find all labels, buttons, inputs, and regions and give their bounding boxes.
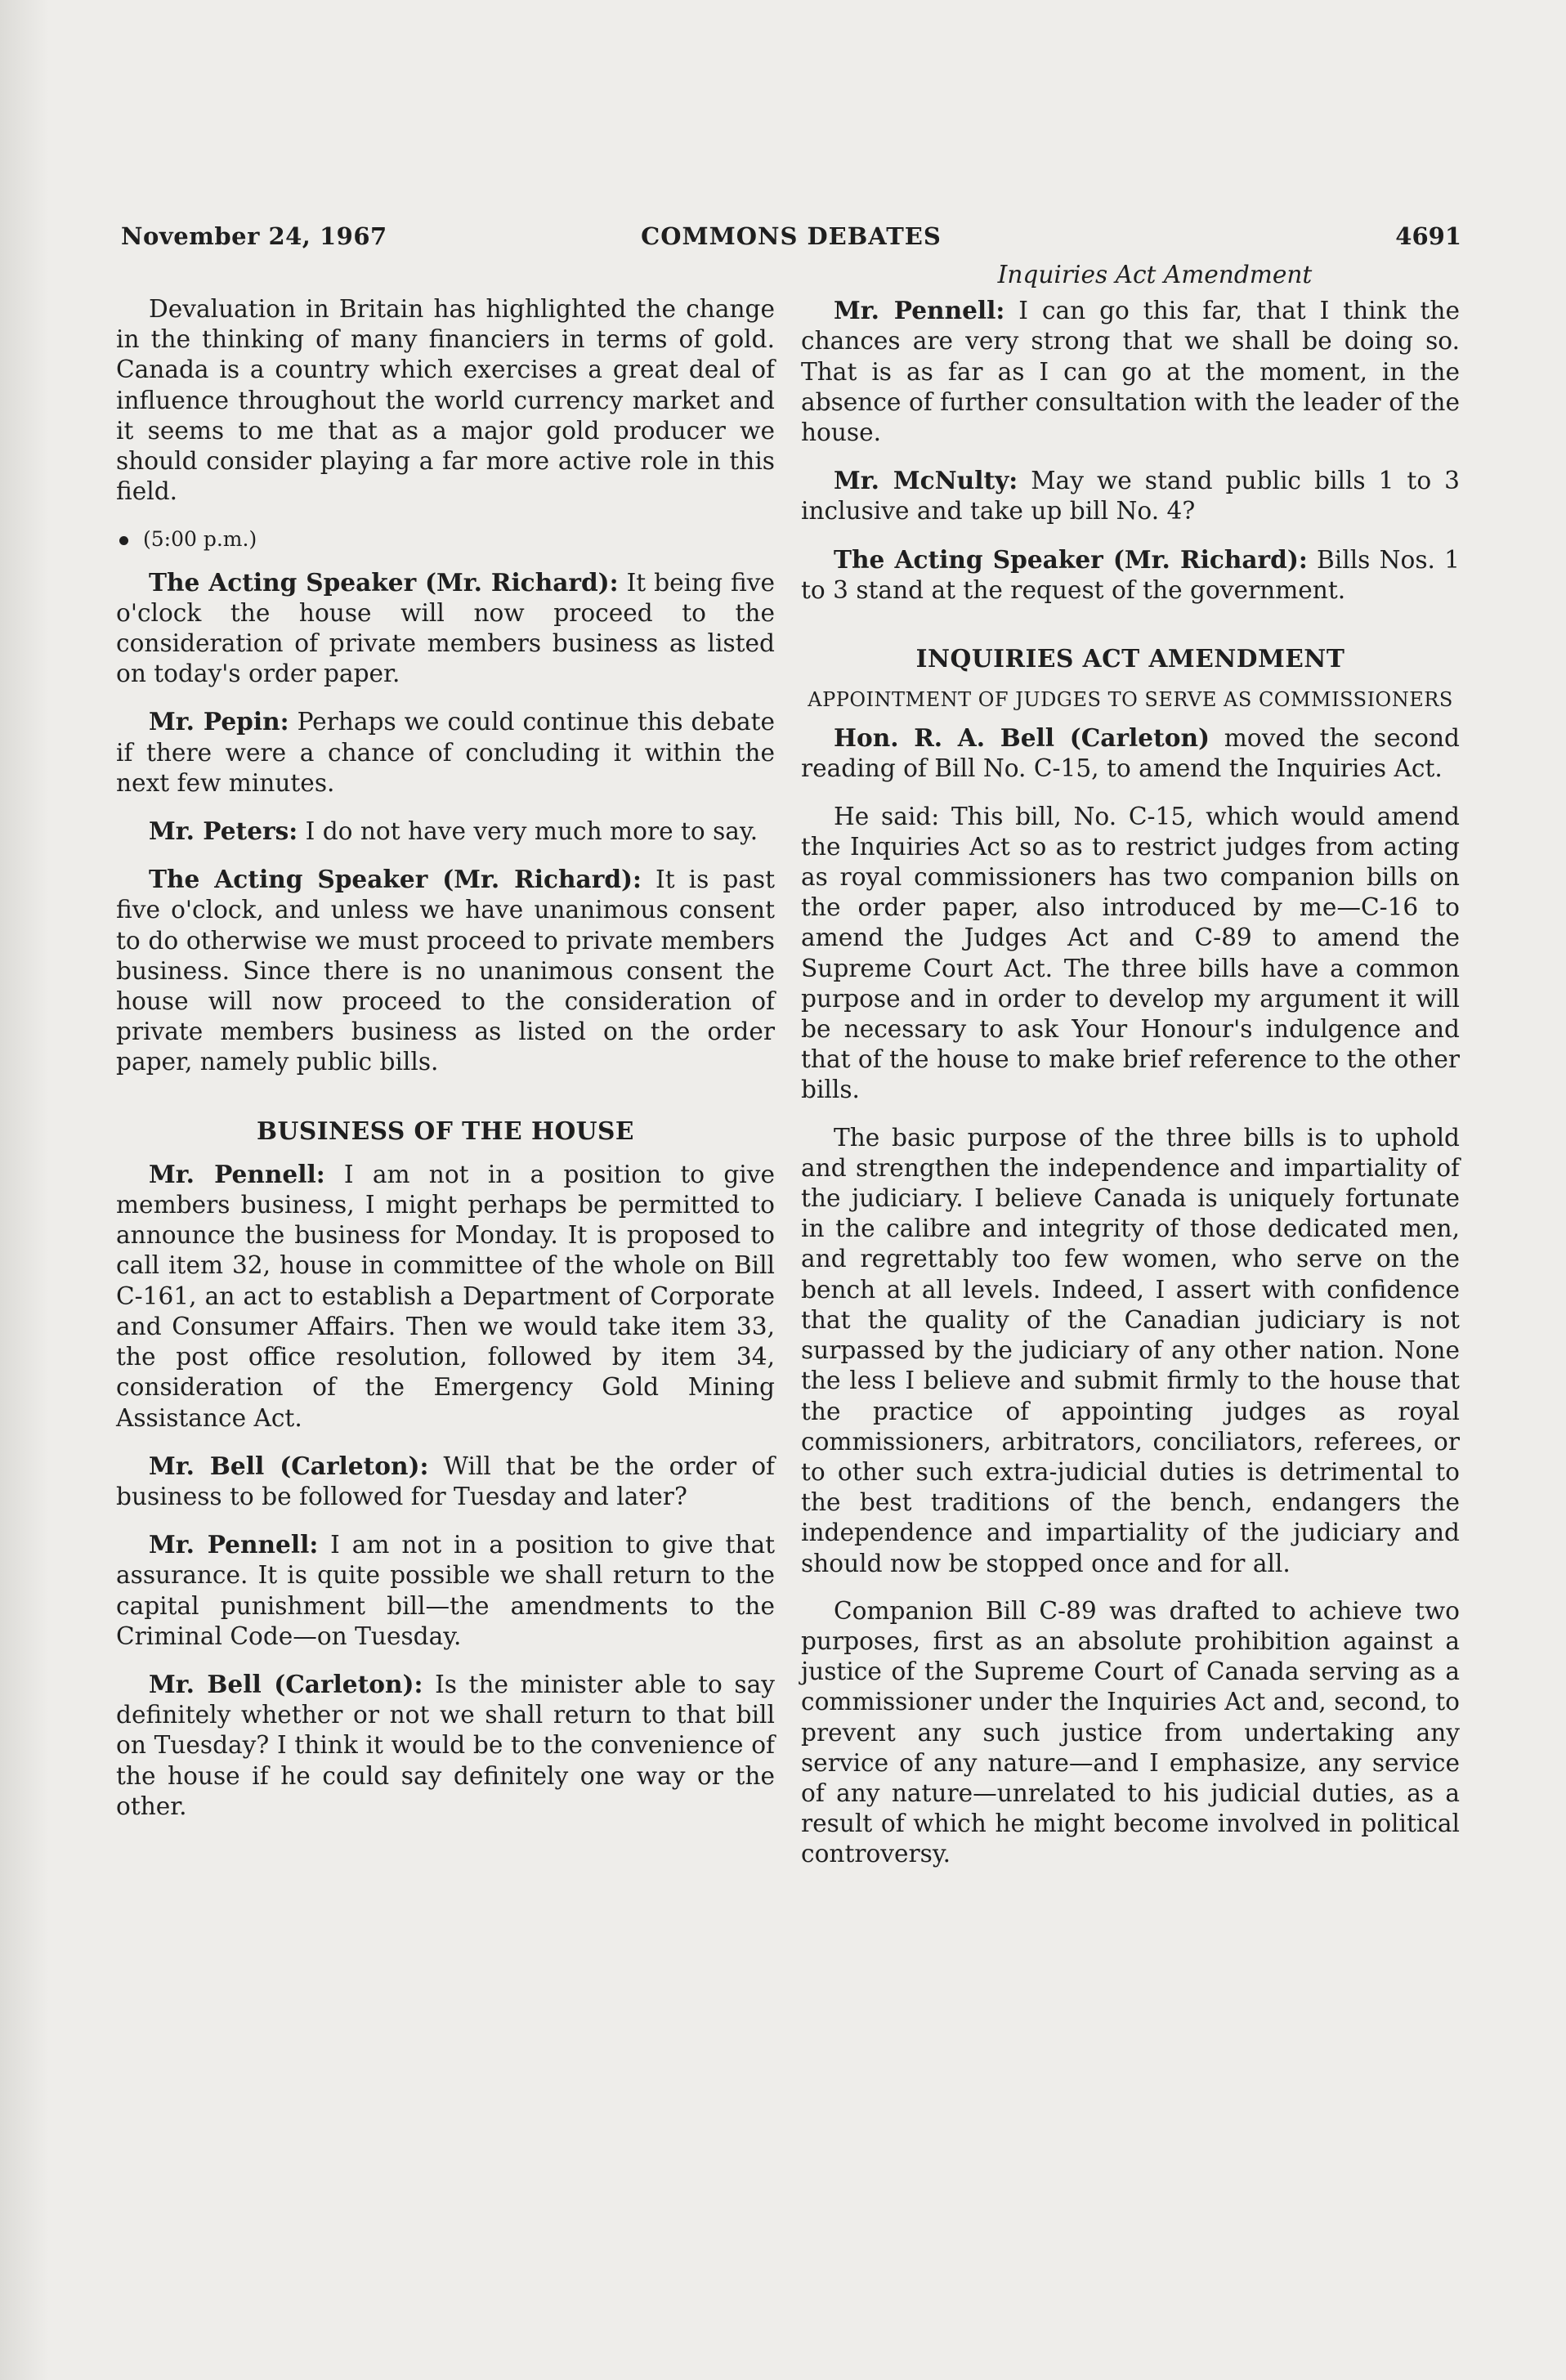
speaker-name: Mr. Bell (Carleton): <box>149 1669 423 1698</box>
speaker-name: The Acting Speaker (Mr. Richard): <box>149 865 642 894</box>
speech-text: I can go this far, that I think the chances are very strong that we shall be doing so. That is as far as I can go at the moment, in the absence of further consultation with the leader of the house. <box>801 297 1460 447</box>
speech <box>116 567 775 690</box>
page-number: 4691 <box>1395 222 1461 250</box>
paragraph: The basic purpose of the three bills is to uphold and strengthen the independence and impartiality of the judiciary. I believe Canada is uniquely fortunate in the calibre and integrity of those dedicated men, and regrettably too few women, who serve on the bench at all levels. Indeed, I assert with confidence that the quality of the Canadian judiciary is not surpassed by the judiciary of any other nation. None the less I believe and submit firmly to the house that the practice of appointing judges as royal commissioners, arbitrators, conciliators, referees, or to other such extra-judicial duties is detrimental to the best traditions of the bench, endangers the independence and impartiality of the judiciary and should now be stopped once and for all. <box>801 1123 1460 1577</box>
time-marker-text: (5:00 p.m.) <box>143 527 257 552</box>
speech-text: I do not have very much more to say. <box>298 817 758 846</box>
speech <box>801 722 1460 784</box>
speech-text: It being five o'clock the house will now proceed to the consideration of private members business as listed on today's order paper. <box>116 568 775 688</box>
speech-text: moved the second reading of Bill No. C-15, to amend the Inquiries Act. <box>801 724 1460 783</box>
speech <box>801 295 1460 448</box>
paragraph: Companion Bill C-89 was drafted to achieve two purposes, first as an absolute prohibition against a justice of the Supreme Court of Canada serving as a commissioner under the Inquiries Act and, second, to prevent any such justice from undertaking any service of any nature—and I emphasize, any service of any nature—unrelated to his judicial duties, as a result of which he might become involved in political controversy. <box>801 1596 1460 1868</box>
speech-text: I am not in a position to give that assurance. It is quite possible we shall return to the capital punishment bill—the amendments to the Criminal Code—on Tuesday. <box>116 1531 776 1650</box>
time-marker <box>116 524 775 554</box>
speech <box>116 1159 775 1434</box>
page-header <box>121 222 1461 255</box>
speech <box>116 1529 775 1652</box>
speaker-name: Mr. McNulty: <box>834 466 1018 495</box>
speech-text: Perhaps we could continue this debate if there were a chance of concluding it within the next few minutes. <box>116 708 775 797</box>
speech-text: May we stand public bills 1 to 3 inclusive and take up bill No. 4? <box>801 467 1460 526</box>
speech <box>801 465 1460 526</box>
speech-text: I am not in a position to give members business, I might perhaps be permitted to announce the business for Monday. It is proposed to call item 32, house in committee of the whole on Bill C-161, an act to establish a Department of Corporate and Consumer Affairs. Then we would take item 33, the post office resolution, followed by item 34, consideration of the Emergency Gold Mining Assistance Act. <box>116 1160 775 1432</box>
speech <box>801 544 1460 606</box>
speech-text: Will that be the order of business to be followed for Tuesday and later? <box>116 1452 775 1510</box>
speaker-name: Mr. Peters: <box>149 816 298 846</box>
speech <box>116 706 775 799</box>
speech <box>116 1451 775 1512</box>
speaker-name: Hon. R. A. Bell (Carleton) <box>834 723 1210 753</box>
speaker-name: Mr. Pepin: <box>149 707 289 736</box>
left-column <box>116 294 775 1839</box>
speech <box>116 1669 775 1822</box>
speech-text: It is past five o'clock, and unless we have unanimous consent to do otherwise we must proceed to private members business. Since there is no unanimous consent the house will now proceed to the consideration of private members business as listed on the order paper, namely public bills. <box>116 866 776 1076</box>
section-heading: INQUIRIES ACT AMENDMENT <box>915 644 1345 673</box>
speaker-name: Mr. Pennell: <box>834 296 1005 325</box>
speaker-name: The Acting Speaker (Mr. Richard): <box>149 567 619 597</box>
sub-heading: APPOINTMENT OF JUDGES TO SERVE AS COMMISSIONERS <box>808 688 1453 712</box>
speaker-name: Mr. Pennell: <box>149 1530 319 1559</box>
bullet-icon <box>119 536 128 545</box>
speech-text: Bills Nos. 1 to 3 stand at the request of the government. <box>801 545 1460 604</box>
speaker-name: The Acting Speaker (Mr. Richard): <box>834 544 1308 574</box>
speech <box>116 816 775 847</box>
speaker-name: Mr. Bell (Carleton): <box>149 1451 429 1480</box>
speaker-name: Mr. Pennell: <box>149 1159 325 1188</box>
paragraph: He said: This bill, No. C-15, which would amend the Inquiries Act so as to restrict judges from acting as royal commissioners has two companion bills on the order paper, also introduced by me—C-16 to amend the Judges Act and C-89 to amend the Supreme Court Act. The three bills have a common purpose and in order to develop my argument it will be necessary to ask Your Honour's indulgence and that of the house to make brief reference to the other bills. <box>801 802 1460 1104</box>
speech-text: Is the minister able to say definitely whether or not we shall return to that bill on Tuesday? I think it would be to the convenience of the house if he could say definitely one way or the other. <box>116 1670 775 1820</box>
paragraph: Devaluation in Britain has highlighted the change in the thinking of many financiers in terms of gold. Canada is a country which exercises a great deal of influence throughout the world currency market and it seems to me that as a major gold producer we should consider playing a far more active role in this field. <box>116 295 775 506</box>
section-heading: BUSINESS OF THE HOUSE <box>257 1116 634 1145</box>
header-date: November 24, 1967 <box>121 222 387 250</box>
running-head: Inquiries Act Amendment <box>997 261 1313 289</box>
page-edge <box>0 0 49 2380</box>
speech <box>116 864 775 1077</box>
right-column <box>801 260 1460 1887</box>
publication-title: COMMONS DEBATES <box>641 222 942 250</box>
